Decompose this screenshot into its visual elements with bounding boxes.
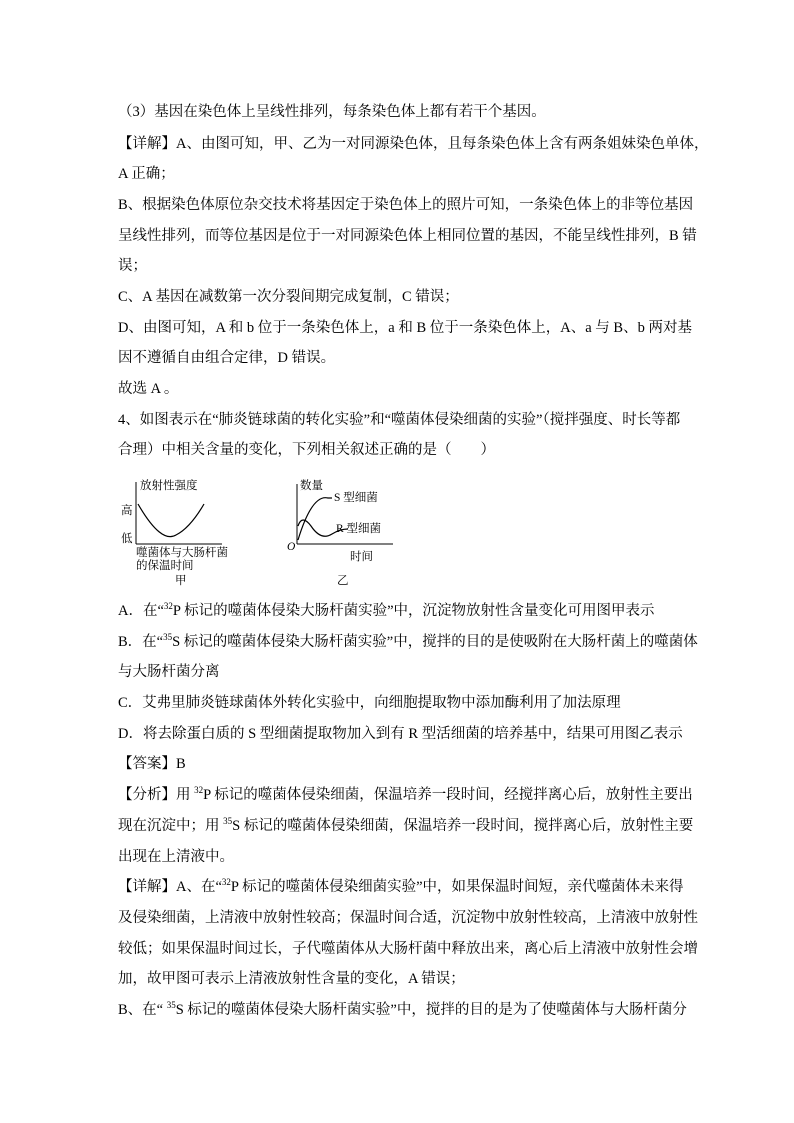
caption: 乙 [337,575,349,587]
legend-label: S 型细菌 [334,492,378,504]
text-line: 呈线性排列，而等位基因是位于一对同源染色体上相同位置的基因，不能呈线性排列，B 错 [118,228,697,244]
text-line: D、由图可知，A 和 b 位于一条染色体上，a 和 B 位于一条染色体上，A、a 与 B、b 两对基 [118,320,692,336]
answer: 【答案】B [118,756,186,772]
text-line: 及侵染细菌，上清液中放射性较高；保温时间合适，沉淀物中放射性较高，上清液中放射性 [118,910,698,926]
text-line: 现在沉淀中；用 $^{35}$S 标记的噬菌体侵染细菌，保温培养一段时间，搅拌离心后，放射性主要 [118,816,694,834]
explanation: 【详解】A、在“$^{32}$P 标记的噬菌体侵染细菌实验”中，如果保温时间短，亲代噬菌体未来得 [118,877,684,895]
analysis: 【分析】用 $^{32}$P 标记的噬菌体侵染细菌，保温培养一段时间，经搅拌离心后，放射性主要出 [118,785,693,803]
text-line: C、A 基因在减数第一次分裂间期完成复制，C 错误； [118,289,459,305]
tick-label: 低 [121,533,133,545]
text-line: （3）基因在染色体上呈线性排列，每条染色体上都有若干个基因。 [118,104,546,120]
x-axis-label: 噬菌体与大肠杆菌 [136,547,228,559]
y-axis-label: 放射性强度 [140,480,198,492]
figure-yi [287,478,393,587]
text-line: 【详解】A、由图可知，甲、乙为一对同源染色体，且每条染色体上含有两条姐妹染色单体， [118,136,709,152]
x-axis-label: 的保温时间 [136,560,194,572]
legend-label: R 型细菌 [336,523,382,535]
text-line: 与大肠杆菌分离 [118,664,220,680]
text-line: 因不遵循自由组合定律，D 错误。 [118,350,336,366]
figure-jia [121,478,228,587]
text-line: 故选 A 。 [118,381,179,397]
figure [118,474,418,592]
text-line: 合理）中相关含量的变化，下列相关叙述正确的是（ ） [118,442,495,458]
text-line: B、在“ $^{35}$S 标记的噬菌体侵染大肠杆菌实验”中，搅拌的目的是为了使噬菌体与大肠杆菌分 [118,1000,687,1018]
question-4: 4、如图表示在“肺炎链球菌的转化实验”和“噬菌体侵染细菌的实验”（搅拌强度、时长等都 [118,412,681,428]
caption: 甲 [175,575,187,587]
text-line: A 正确； [118,166,175,182]
text-line: B、根据染色体原位杂交技术将基因定于染色体上的照片可知，一条染色体上的非等位基因 [118,197,694,213]
y-axis-label: 数量 [300,480,323,492]
option-b: B．在“$^{35}$S 标记的噬菌体侵染大肠杆菌实验”中，搅拌的目的是使吸附在大肠杆菌上的噬菌体 [118,632,698,650]
text-line: 较低；如果保温时间过长，子代噬菌体从大肠杆菌中释放出来，离心后上清液中放射性会增 [118,941,698,957]
x-axis-label: 时间 [350,551,373,563]
option-d: D．将去除蛋白质的 S 型细菌提取物加入到有 R 型活细菌的培养基中，结果可用图乙表示 [118,726,683,742]
option-c: C．艾弗里肺炎链球菌体外转化实验中，向细胞提取物中添加酶利用了加法原理 [118,695,621,711]
text-line: 误； [118,258,147,274]
tick-label: 高 [121,505,133,517]
text-line: 出现在上清液中。 [118,849,234,865]
origin-label: O [287,541,296,553]
option-a: A．在“$^{32}$P 标记的噬菌体侵染大肠杆菌实验”中，沉淀物放射性含量变化可用图甲表示 [118,601,655,619]
text-line: 加，故甲图可表示上清液放射性含量的变化，A 错误； [118,971,465,987]
